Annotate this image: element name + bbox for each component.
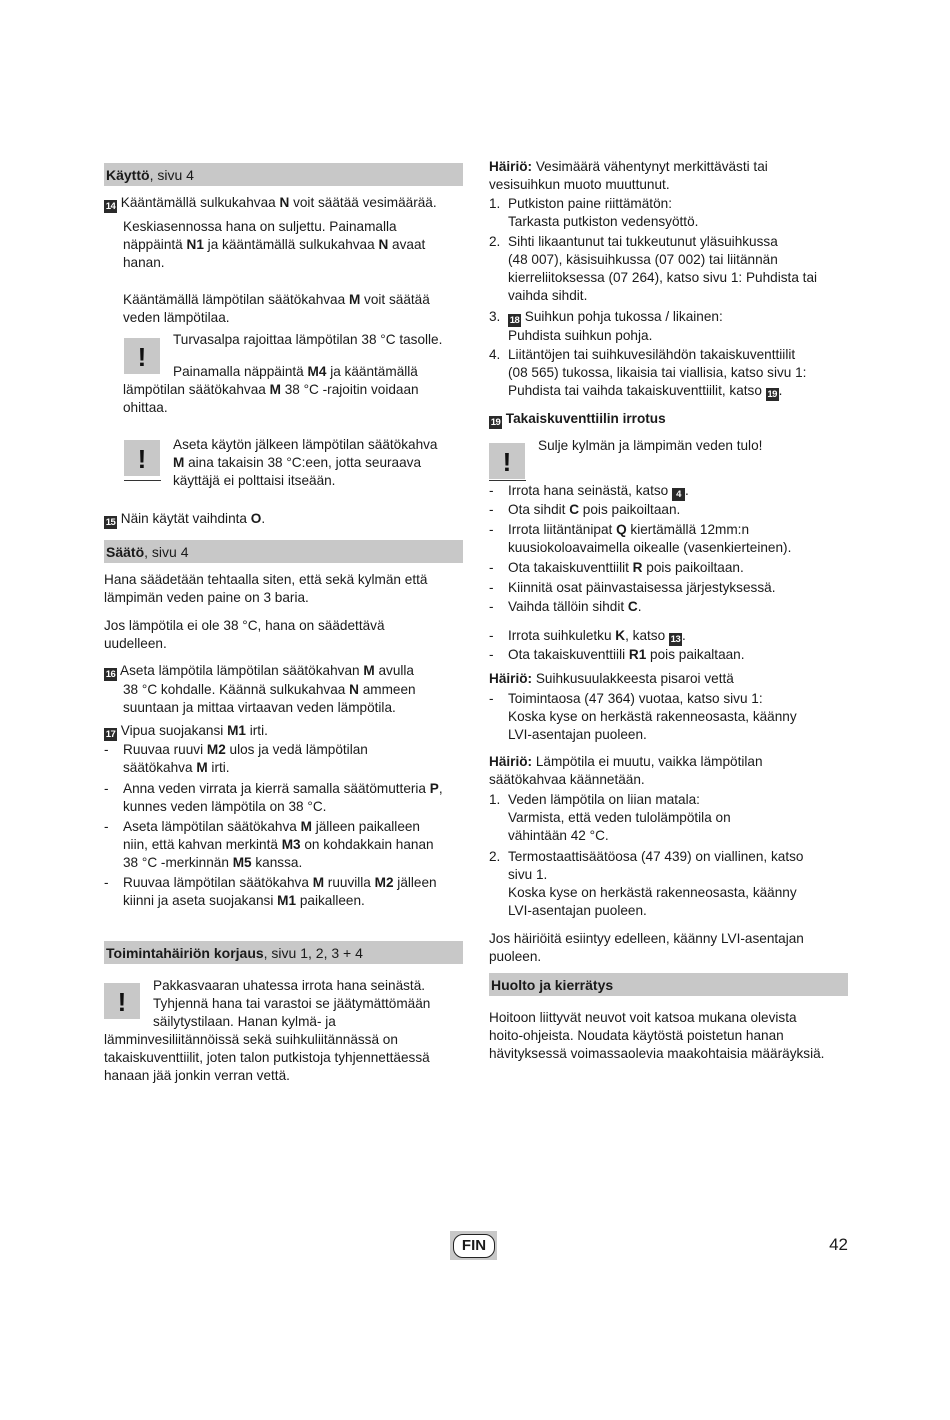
- warning-text-frost: Pakkasvaaran uhatessa irrota hana seinästä. Tyhjennä hana tai varastoi se jäätymättömään säilytystilaan. Hanan kylmä- ja lämminvesiliitännöissä sekä suihkuliitännässä on takaiskuventtiilit, joten talon putkistoja tyhjennettäessä hanaan jää jonkin verran vettä.: [104, 978, 431, 1083]
- section-page-ref: , sivu 4: [144, 544, 189, 560]
- paragraph-temperature-handle: Kääntämällä lämpötilan säätökahvaa M voit säätää veden lämpötilaa.: [123, 292, 430, 325]
- section-title: Säätö: [106, 544, 145, 560]
- paragraph-readjust: Jos lämpötila ei ole 38 °C, hana on säädettävä uudelleen.: [104, 618, 385, 651]
- fault-dripping: Häiriö: Suihkusuulakkeesta pisaroi vettä: [489, 671, 734, 686]
- fault-water-flow: Häiriö: Vesimäärä vähentynyt merkittävästi tai vesisuihkun muoto muuttunut.: [489, 159, 768, 192]
- list-item: - Irrota liitäntänipat Q kiertämällä 12mm:n kuusiokoloavaimella oikealle (vasenkierteinen).: [489, 522, 792, 555]
- figure-ref-4: 4: [672, 488, 685, 501]
- list-item: - Anna veden virrata ja kierrä samalla säätömutteria P, kunnes veden lämpötila on 38 °C.: [104, 781, 443, 814]
- list-item: - Toimintaosa (47 364) vuotaa, katso sivu 1: Koska kyse on herkästä rakenneosasta, käänny LVI-asentajan puoleen.: [489, 691, 797, 742]
- section-title: Toimintahäiriön korjaus: [106, 945, 264, 961]
- page-number: 42: [829, 1235, 848, 1254]
- step-16: 16 Aseta lämpötila lämpötilan säätökahvan M avulla 38 °C kohdalle. Käännä sulkukahvaa N ammeen suuntaan ja mittaa virtaavan veden lämpötila.: [105, 663, 416, 715]
- figure-ref-18: 18: [509, 315, 520, 326]
- section-header-saato: [104, 540, 463, 563]
- warning-icon: !: [124, 338, 160, 374]
- list-item: 4. Liitäntöjen tai suihkuvesilähdön takaiskuventtiilit (08 565) tukossa, likaisia tai viallisia, katso sivu 1: Puhdista tai vaihda takaiskuventtiilit, katso 19 .: [489, 347, 807, 400]
- paragraph-contact-installer: Jos häiriöitä esiintyy edelleen, käänny LVI-asentajan puoleen.: [489, 931, 804, 964]
- subsection-check-valve-removal: 19 Takaiskuventtiilin irrotus: [490, 411, 666, 428]
- language-badge: FIN: [453, 1234, 495, 1258]
- section-header-troubleshooting: [104, 941, 463, 964]
- warning-icon: !: [489, 443, 525, 479]
- figure-ref-13: 13: [670, 634, 681, 645]
- list-item: - Vaihda tällöin sihdit C.: [489, 599, 642, 614]
- warning-divider: [124, 480, 161, 481]
- figure-ref-19: 19: [490, 417, 501, 428]
- step-17: 17 Vipua suojakansi M1 irti.: [105, 723, 268, 740]
- paragraph-factory-setting: Hana säädetään tehtaalla siten, että sekä kylmän että lämpimän veden paine on 3 baria.: [104, 572, 428, 605]
- warning-icon: !: [104, 983, 140, 1019]
- list-item: 2. Termostaattisäätöosa (47 439) on viallinen, katso sivu 1. Koska kyse on herkästä rakenneosasta, käänny LVI-asentajan puoleen.: [489, 849, 804, 918]
- section-title: Käyttö: [106, 167, 150, 183]
- list-item: 3. 18 Suihkun pohja tukossa / likainen: Puhdista suihkun pohja.: [489, 309, 723, 343]
- list-item: 1. Putkiston paine riittämätön: Tarkasta putkiston vedensyöttö.: [489, 196, 699, 229]
- list-item: - Kiinnitä osat päinvastaisessa järjestyksessä.: [489, 580, 776, 595]
- list-item: - Irrota suihkuletku K, katso 13 .: [489, 628, 686, 645]
- section-title: Huolto ja kierrätys: [491, 977, 614, 993]
- paragraph-maintenance: Hoitoon liittyvät neuvot voit katsoa mukana olevista hoito-ohjeista. Noudata käytöstä poistetun hanan hävityksessä voimassaolevia maakohtaisia määräyksiä.: [489, 1010, 825, 1061]
- section-header-maintenance: [489, 973, 848, 996]
- figure-ref-17: 17: [105, 729, 116, 740]
- warning-icon: !: [124, 440, 160, 476]
- warning-text-safety-stop: Turvasalpa rajoittaa lämpötilan 38 °C tasolle.: [173, 332, 443, 347]
- section-header-kaytto: [104, 163, 463, 186]
- list-item: - Irrota hana seinästä, katso 4 .: [489, 483, 689, 500]
- list-item: - Ruuvaa ruuvi M2 ulos ja vedä lämpötilan säätökahva M irti.: [104, 742, 368, 775]
- warning-divider: [489, 480, 526, 481]
- warning-text-shut-off: Sulje kylmän ja lämpimän veden tulo!: [538, 438, 763, 453]
- figure-ref-14: 14: [105, 201, 116, 212]
- paragraph-middle-position: Keskiasennossa hana on suljettu. Painamalla näppäintä N1 ja kääntämällä sulkukahvaa N avaat hanan.: [123, 219, 426, 270]
- list-item: - Ota takaiskuventtiili R1 pois paikaltaan.: [489, 647, 745, 662]
- section-page-ref: , sivu 1, 2, 3 + 4: [263, 945, 363, 961]
- section-page-ref: , sivu 4: [149, 167, 194, 183]
- figure-ref-15: 15: [105, 517, 116, 528]
- list-item: - Ota sihdit C pois paikoiltaan.: [489, 502, 681, 517]
- list-item: - Ruuvaa lämpötilan säätökahva M ruuvilla M2 jälleen kiinni ja aseta suojakansi M1 paikalleen.: [104, 875, 437, 908]
- warning-text-reset-handle: Aseta käytön jälkeen lämpötilan säätökahva M aina takaisin 38 °C:een, jotta seuraava käyttäjä ei polttaisi itseään.: [173, 437, 438, 488]
- list-item: - Ota takaiskuventtiilit R pois paikoiltaan.: [489, 560, 744, 575]
- paragraph-override: Painamalla näppäintä M4 ja kääntämällä lämpötilan säätökahvaa M 38 °C -rajoitin voidaan ohittaa.: [123, 364, 419, 415]
- list-item: 1. Veden lämpötila on liian matala: Varmista, että veden tulolämpötila on vähintään 42 °C.: [489, 792, 731, 843]
- step-14: 14 Kääntämällä sulkukahvaa N voit säätää vesimäärää.: [105, 195, 437, 212]
- list-item: - Aseta lämpötilan säätökahva M jälleen paikalleen niin, että kahvan merkintä M3 on kohdakkain hanan 38 °C -merkinnän M5 kanssa.: [104, 819, 434, 870]
- figure-ref-16: 16: [105, 669, 116, 680]
- step-15: 15 Näin käytät vaihdinta O.: [105, 511, 266, 528]
- figure-ref-19: 19: [767, 389, 777, 400]
- fault-temperature: Häiriö: Lämpötila ei muutu, vaikka lämpötilan säätökahvaa käännetään.: [489, 754, 763, 787]
- list-item: 2. Sihti likaantunut tai tukkeutunut yläsuihkussa (48 007), käsisuihkussa (07 002) tai liitännän kierreliitoksessa (07 264), katso sivu 1: Puhdista tai vaihda sihdit.: [489, 234, 818, 303]
